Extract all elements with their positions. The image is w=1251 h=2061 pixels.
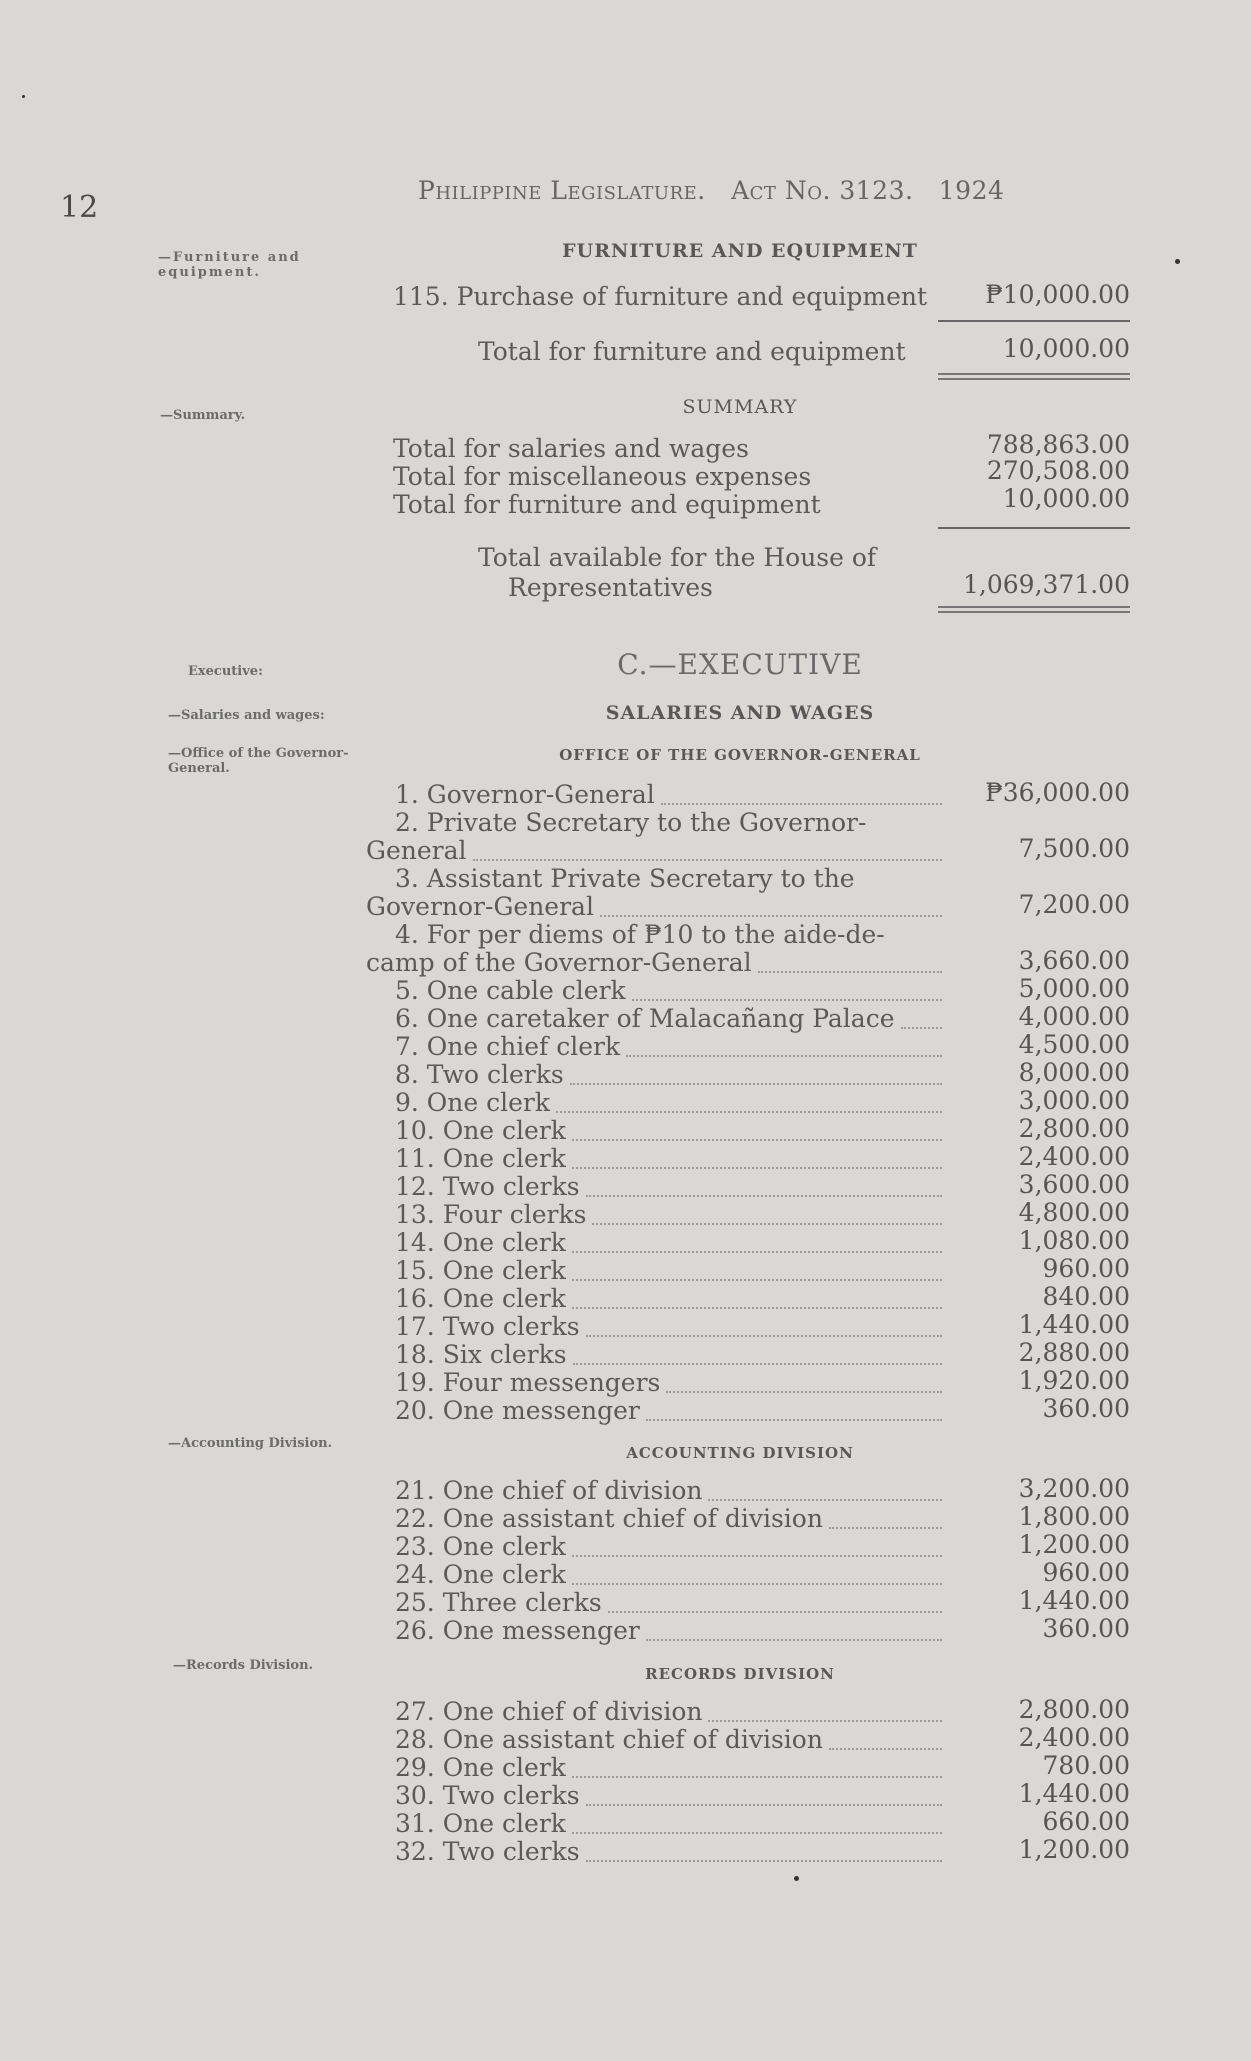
leader-dots — [586, 1860, 942, 1862]
leader-dots — [608, 1611, 942, 1613]
leader-dots — [586, 1335, 942, 1337]
item-label: 29. One clerk — [395, 1753, 566, 1782]
item-amount: 3,600.00 — [1018, 1170, 1130, 1199]
margin-note-executive: Executive: — [188, 664, 263, 679]
leader-dots — [646, 1419, 942, 1421]
furniture-total-amount: 10,000.00 — [1002, 334, 1130, 363]
leader-dots — [626, 1055, 942, 1057]
scan-speck — [794, 1876, 799, 1881]
item-label: 15. One clerk — [395, 1256, 566, 1285]
page-number: 12 — [60, 190, 99, 225]
item-label: 18. Six clerks — [395, 1340, 567, 1369]
item-label-line-2: Governor-General — [366, 892, 594, 921]
item-label: 9. One clerk — [395, 1088, 551, 1117]
section-heading-furniture: FURNITURE AND EQUIPMENT — [562, 240, 918, 262]
item-label: 32. Two clerks — [395, 1837, 580, 1866]
item-label: 31. One clerk — [395, 1809, 566, 1838]
subtotal-rule — [938, 320, 1130, 322]
item-label-line-2: General — [366, 836, 467, 865]
item-amount: 960.00 — [1042, 1254, 1130, 1283]
item-amount: 1,920.00 — [1018, 1366, 1130, 1395]
leader-dots — [572, 1583, 942, 1585]
leader-dots — [473, 859, 942, 861]
margin-note-salaries: —Salaries and wages: — [168, 708, 325, 723]
item-amount: 3,200.00 — [1018, 1474, 1130, 1503]
item-amount: 660.00 — [1042, 1807, 1130, 1836]
leader-dots — [829, 1527, 942, 1529]
scan-speck — [22, 95, 25, 98]
summary-line-2-label: Total for miscellaneous expenses — [393, 462, 812, 491]
subtotal-rule — [938, 527, 1130, 529]
item-label: 30. Two clerks — [395, 1781, 580, 1810]
header-act: Act No. 3123. — [731, 176, 914, 205]
leader-dots — [572, 1555, 942, 1557]
item-amount: 3,000.00 — [1018, 1086, 1130, 1115]
summary-available-amount: 1,069,371.00 — [963, 570, 1130, 599]
margin-note-summary: —Summary. — [160, 408, 246, 423]
item-amount: ₱36,000.00 — [985, 778, 1130, 807]
item-amount: 840.00 — [1042, 1282, 1130, 1311]
leader-dots — [586, 1195, 942, 1197]
item-amount: 1,440.00 — [1018, 1310, 1130, 1339]
item-amount: 360.00 — [1042, 1614, 1130, 1643]
section-subheading-salaries: SALARIES AND WAGES — [605, 702, 875, 724]
item-label: 6. One caretaker of Malacañang Palace — [395, 1004, 895, 1033]
item-amount: 4,000.00 — [1018, 1002, 1130, 1031]
office-heading-governor-general: OFFICE OF THE GOVERNOR-GENERAL — [559, 746, 921, 764]
item-label: 1. Governor-General — [395, 780, 655, 809]
leader-dots — [646, 1639, 942, 1641]
header-year: 1924 — [938, 176, 1005, 205]
item-amount: 2,800.00 — [1018, 1695, 1130, 1724]
leader-dots — [661, 803, 942, 805]
summary-available-label-1: Total available for the House of — [478, 543, 877, 572]
item-amount: 2,800.00 — [1018, 1114, 1130, 1143]
item-label-line-1: 3. Assistant Private Secretary to the — [395, 864, 855, 893]
item-label: 10. One clerk — [395, 1116, 566, 1145]
summary-line-1-label: Total for salaries and wages — [393, 434, 749, 463]
item-amount: 5,000.00 — [1018, 974, 1130, 1003]
item-label: 5. One cable clerk — [395, 976, 626, 1005]
leader-dots — [556, 1111, 942, 1113]
item-amount: 1,440.00 — [1018, 1586, 1130, 1615]
leader-dots — [708, 1499, 942, 1501]
item-label: 11. One clerk — [395, 1144, 566, 1173]
leader-dots — [572, 1167, 942, 1169]
leader-dots — [758, 971, 942, 973]
item-label: 25. Three clerks — [395, 1588, 602, 1617]
item-label-line-1: 4. For per diems of ₱10 to the aide-de- — [395, 920, 885, 949]
item-amount: 1,440.00 — [1018, 1779, 1130, 1808]
furniture-item-label: 115. Purchase of furniture and equipment — [393, 282, 928, 311]
margin-note-records: —Records Division. — [173, 1658, 314, 1673]
accounting-division-heading: ACCOUNTING DIVISION — [626, 1444, 854, 1462]
furniture-total-label: Total for furniture and equipment — [478, 337, 906, 366]
item-label: 17. Two clerks — [395, 1312, 580, 1341]
item-amount: 1,080.00 — [1018, 1226, 1130, 1255]
item-label: 23. One clerk — [395, 1532, 566, 1561]
leader-dots — [666, 1391, 942, 1393]
item-amount: 3,660.00 — [1018, 946, 1130, 975]
item-amount: 2,880.00 — [1018, 1338, 1130, 1367]
leader-dots — [632, 999, 942, 1001]
leader-dots — [572, 1307, 942, 1309]
total-double-rule — [938, 606, 1130, 613]
margin-note-office-gg: —Office of the Governor-General. — [168, 746, 349, 776]
item-label-line-1: 2. Private Secretary to the Governor- — [395, 808, 867, 837]
item-amount: 4,800.00 — [1018, 1198, 1130, 1227]
leader-dots — [572, 1776, 942, 1778]
item-amount: 360.00 — [1042, 1394, 1130, 1423]
item-amount: 2,400.00 — [1018, 1723, 1130, 1752]
item-amount: 960.00 — [1042, 1558, 1130, 1587]
total-double-rule — [938, 373, 1130, 380]
records-division-heading: RECORDS DIVISION — [645, 1665, 835, 1683]
item-amount: 8,000.00 — [1018, 1058, 1130, 1087]
margin-note-furniture: —Furniture and equipment. — [158, 250, 301, 280]
item-label: 16. One clerk — [395, 1284, 566, 1313]
leader-dots — [573, 1363, 942, 1365]
item-label: 28. One assistant chief of division — [395, 1725, 823, 1754]
scan-speck — [1175, 259, 1180, 264]
item-label: 20. One messenger — [395, 1396, 640, 1425]
item-amount: 780.00 — [1042, 1751, 1130, 1780]
leader-dots — [600, 915, 942, 917]
margin-note-accounting: —Accounting Division. — [168, 1436, 333, 1451]
item-amount: 1,800.00 — [1018, 1502, 1130, 1531]
item-label: 8. Two clerks — [395, 1060, 564, 1089]
summary-line-3-amount: 10,000.00 — [1002, 484, 1130, 513]
summary-line-3-label: Total for furniture and equipment — [393, 490, 821, 519]
leader-dots — [572, 1279, 942, 1281]
summary-line-2-amount: 270,508.00 — [986, 456, 1130, 485]
leader-dots — [586, 1804, 942, 1806]
leader-dots — [708, 1720, 942, 1722]
item-amount: 1,200.00 — [1018, 1835, 1130, 1864]
leader-dots — [570, 1083, 942, 1085]
leader-dots — [572, 1832, 942, 1834]
item-label-line-2: camp of the Governor-General — [366, 948, 752, 977]
item-amount: 7,200.00 — [1018, 890, 1130, 919]
item-label: 13. Four clerks — [395, 1200, 587, 1229]
item-label: 12. Two clerks — [395, 1172, 580, 1201]
item-label: 19. Four messengers — [395, 1368, 661, 1397]
item-label: 26. One messenger — [395, 1616, 640, 1645]
leader-dots — [572, 1139, 942, 1141]
leader-dots — [572, 1251, 942, 1253]
item-amount: 4,500.00 — [1018, 1030, 1130, 1059]
leader-dots — [829, 1748, 942, 1750]
item-label: 27. One chief of division — [395, 1697, 703, 1726]
section-heading-executive: C.—EXECUTIVE — [617, 648, 863, 681]
item-label: 22. One assistant chief of division — [395, 1504, 823, 1533]
item-label: 24. One clerk — [395, 1560, 566, 1589]
header-title: Philippine Legislature. — [418, 176, 706, 205]
item-amount: 7,500.00 — [1018, 834, 1130, 863]
running-header — [418, 176, 1004, 205]
summary-available-label-2: Representatives — [508, 573, 713, 602]
furniture-item-amount: ₱10,000.00 — [985, 280, 1130, 309]
leader-dots — [592, 1223, 942, 1225]
summary-line-1-amount: 788,863.00 — [986, 430, 1130, 459]
item-amount: 2,400.00 — [1018, 1142, 1130, 1171]
item-label: 7. One chief clerk — [395, 1032, 621, 1061]
item-label: 21. One chief of division — [395, 1476, 703, 1505]
item-amount: 1,200.00 — [1018, 1530, 1130, 1559]
item-label: 14. One clerk — [395, 1228, 566, 1257]
section-heading-summary: SUMMARY — [682, 396, 798, 418]
